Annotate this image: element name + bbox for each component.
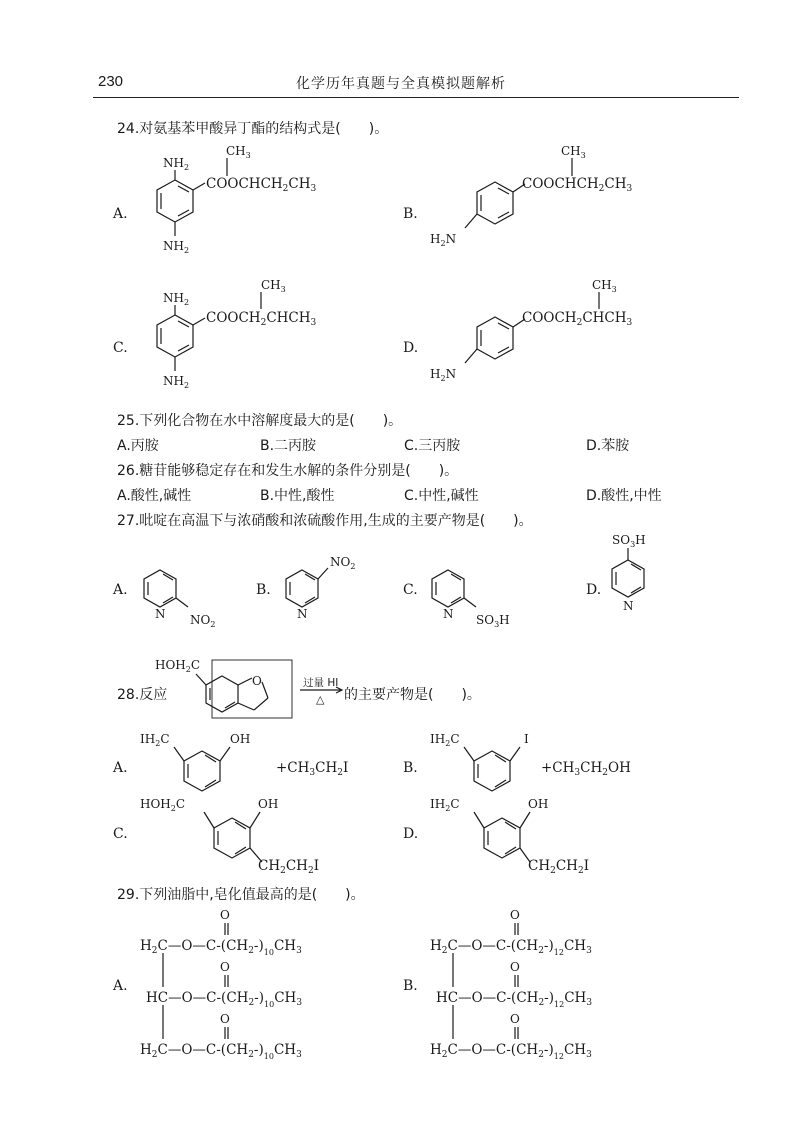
svg-text:IH2C: $IH_2C$ xyxy=(140,732,170,748)
svg-text:IH2C: $IH_2C$ xyxy=(430,797,460,813)
q29-option-b-row-2: $HC—O—C-(CH_2-)_{12}CH_3$ xyxy=(436,990,593,1009)
svg-text:NH2: $NH_2$ xyxy=(163,374,190,390)
svg-text:NH2: $NH_2$ xyxy=(163,156,190,172)
svg-text:NH2: $NH_2$ xyxy=(163,239,190,255)
q27-option-d-letter: D. xyxy=(586,582,602,598)
q24-option-d-ester: $COOCH_2CHCH_3$ xyxy=(522,310,633,328)
q27-option-b-letter: B. xyxy=(256,582,271,598)
q29-option-a-letter: A. xyxy=(113,978,128,994)
q28-stem-suffix: 的主要产物是( )。 xyxy=(344,687,481,703)
svg-text:N: N xyxy=(155,607,166,621)
svg-text:O: O xyxy=(510,960,520,974)
svg-text:O: O xyxy=(220,908,230,922)
q26-option-d: D.酸性,中性 xyxy=(586,488,662,504)
q26-stem: 26.糖苷能够稳定存在和发生水解的条件分别是( )。 xyxy=(117,463,459,479)
q25-option-a: A.丙胺 xyxy=(117,438,159,454)
q25-option-d: D.苯胺 xyxy=(586,438,630,454)
svg-text:O: O xyxy=(510,1012,520,1026)
svg-text:N: N xyxy=(623,599,634,613)
q29-option-b-letter: B. xyxy=(403,978,418,994)
svg-text:SO3H: $SO_3H$ xyxy=(476,613,510,629)
svg-text:NH2: $NH_2$ xyxy=(163,291,190,307)
svg-text:O: O xyxy=(220,960,230,974)
q24-option-c-structure xyxy=(125,275,365,405)
q24-option-a-ester: $COOCHCH_2CH_3$ xyxy=(206,176,317,194)
svg-text:OH: OH xyxy=(528,797,549,811)
q28-option-a-byproduct: $+CH_3CH_2I$ xyxy=(276,760,349,778)
q24-option-a-letter: A. xyxy=(113,206,128,222)
svg-text:CH3: $CH_3$ xyxy=(561,144,586,160)
q28-option-a-structure xyxy=(140,725,280,800)
q29-option-b-backbone xyxy=(430,905,650,1065)
svg-text:O: O xyxy=(220,1012,230,1026)
q28-option-b-letter: B. xyxy=(403,760,418,776)
svg-text:H2N: $H_2N$ xyxy=(430,232,457,248)
svg-text:CH3: $CH_3$ xyxy=(226,144,251,160)
q28-condition: △ xyxy=(316,693,325,706)
q29-option-a-backbone xyxy=(140,905,360,1065)
svg-text:O: O xyxy=(510,908,520,922)
q24-option-d-structure xyxy=(425,275,665,395)
q29-option-a-row-2: $HC—O—C-(CH_2-)_{10}CH_3$ xyxy=(146,990,303,1009)
svg-text:CH3: $CH_3$ xyxy=(261,278,286,294)
q24-option-d-letter: D. xyxy=(403,340,419,356)
q28-option-a-letter: A. xyxy=(113,760,128,776)
svg-text:IH2C: $IH_2C$ xyxy=(430,732,460,748)
q25-stem: 25.下列化合物在水中溶解度最大的是( )。 xyxy=(117,413,403,429)
q24-stem: 24.对氨基苯甲酸异丁酯的结构式是( )。 xyxy=(117,121,389,137)
book-title: 化学历年真题与全真模拟题解析 xyxy=(296,76,506,92)
svg-text:OH: OH xyxy=(230,732,251,746)
q26-option-c: C.中性,碱性 xyxy=(404,488,479,504)
q29-option-b-row-3: $H_2C—O—C-(CH_2-)_{12}CH_3$ xyxy=(430,1042,592,1061)
q27-option-c-letter: C. xyxy=(403,582,418,598)
q29-option-a-row-1: $H_2C—O—C-(CH_2-)_{10}CH_3$ xyxy=(140,938,302,957)
q26-option-b: B.中性,酸性 xyxy=(260,488,335,504)
q28-option-c-chain: $CH_2CH_2I$ xyxy=(258,858,320,876)
q28-option-d-letter: D. xyxy=(403,826,419,842)
q28-stem-prefix: 28.反应 xyxy=(117,687,168,703)
q28-option-b-byproduct: $+CH_3CH_2OH$ xyxy=(541,760,631,778)
svg-text:N: N xyxy=(297,607,308,621)
svg-text:N: N xyxy=(443,607,454,621)
q29-option-a-row-3: $H_2C—O—C-(CH_2-)_{10}CH_3$ xyxy=(140,1042,302,1061)
q28-reagent: 过量 HI xyxy=(303,677,339,689)
svg-text:O: O xyxy=(252,674,262,688)
q24-option-b-ester: $COOCHCH_2CH_3$ xyxy=(522,176,633,194)
svg-text:NO2: $NO_2$ xyxy=(190,613,216,629)
svg-text:CH3: $CH_3$ xyxy=(592,278,617,294)
q25-option-b: B.二丙胺 xyxy=(260,438,317,454)
q24-option-c-ester: $COOCH_2CHCH_3$ xyxy=(206,310,317,328)
q24-option-b-letter: B. xyxy=(403,206,418,222)
q27-option-a-structure xyxy=(130,560,230,630)
svg-text:H2N: $H_2N$ xyxy=(430,367,457,383)
q26-option-a: A.酸性,碱性 xyxy=(117,488,192,504)
svg-text:I: I xyxy=(524,732,529,746)
svg-text:OH: OH xyxy=(258,797,279,811)
q28-option-d-chain: $CH_2CH_2I$ xyxy=(528,858,590,876)
svg-text:HOH2C: $HOH_2C$ xyxy=(155,658,201,674)
q24-option-a-structure xyxy=(125,140,365,270)
q27-option-d-structure xyxy=(598,532,698,622)
q28-option-c-letter: C. xyxy=(113,826,128,842)
q29-stem: 29.下列油脂中,皂化值最高的是( )。 xyxy=(117,887,365,903)
q27-stem: 27.吡啶在高温下与浓硝酸和浓硫酸作用,生成的主要产物是( )。 xyxy=(117,513,533,529)
q24-option-c-letter: C. xyxy=(113,340,128,356)
q24-option-b-structure xyxy=(425,140,665,260)
q27-option-a-letter: A. xyxy=(113,582,128,598)
q29-option-b-row-1: $H_2C—O—C-(CH_2-)_{12}CH_3$ xyxy=(430,938,592,957)
page-number: 230 xyxy=(98,73,124,90)
svg-text:HOH2C: $HOH_2C$ xyxy=(140,797,186,813)
q25-option-c: C.三丙胺 xyxy=(404,438,461,454)
svg-text:SO3H: $SO_3H$ xyxy=(612,533,646,549)
header-rule xyxy=(93,97,739,98)
svg-text:NO2: $NO_2$ xyxy=(330,555,356,571)
q27-option-b-structure xyxy=(272,548,382,628)
q27-option-c-structure xyxy=(418,560,538,630)
